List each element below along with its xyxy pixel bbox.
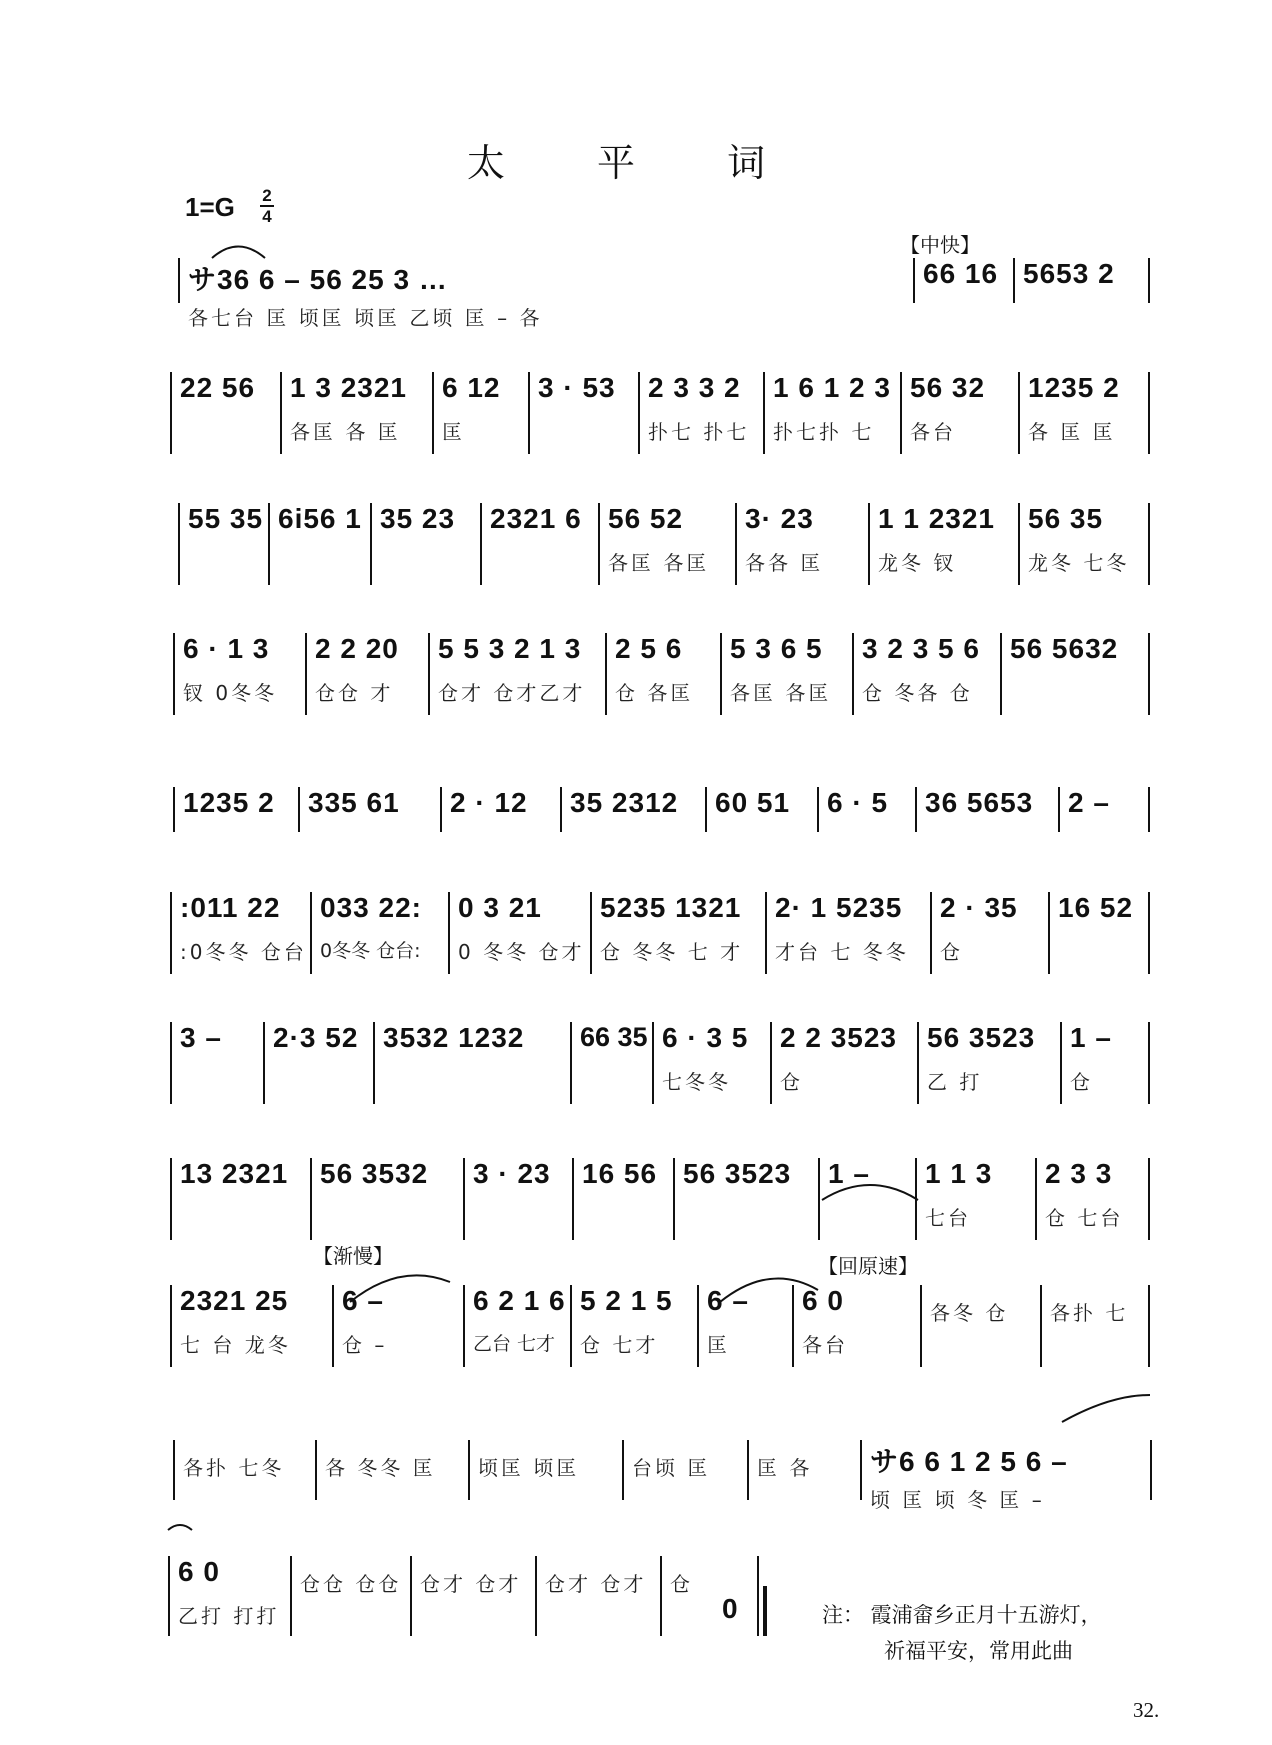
time-signature-bottom: 4 (262, 207, 272, 226)
notes: 1235 2 (1028, 372, 1120, 403)
percussion-text: 七冬冬 (662, 1070, 731, 1094)
notes: 6 · 5 (827, 787, 889, 818)
percussion-text: 仓 冬各 仓 (862, 681, 973, 705)
notes: 0 3 21 (458, 892, 542, 923)
notes: 2 2 3523 (780, 1022, 897, 1053)
notes: サ6 6 1 2 5 6 – (870, 1446, 1068, 1477)
notes: 2 · 12 (450, 787, 528, 818)
notes: 22 56 (180, 372, 256, 403)
percussion-text: 各台 (910, 420, 956, 444)
percussion-text: 仓 各匡 (615, 681, 694, 705)
percussion-text: 乙台 七才 (473, 1333, 556, 1355)
notes: 1 – (828, 1158, 870, 1189)
percussion-text: 顷 匡 顷 冬 匡 – (870, 1488, 1045, 1512)
footnote-line-1: 注： 霞浦畲乡正月十五游灯， (822, 1603, 1102, 1627)
percussion-text: 乙打 打打 (178, 1604, 280, 1628)
footnote-line-2: 祈福平安，常用此曲 (884, 1639, 1073, 1663)
notes: 55 35 (188, 503, 264, 534)
notes: 2 · 35 (940, 892, 1018, 923)
notes: 3 – (180, 1022, 222, 1053)
notes: 16 56 (582, 1158, 658, 1189)
page-number: 32. (1133, 1698, 1160, 1722)
notes: 033 22: (320, 892, 422, 923)
notes: 335 61 (308, 787, 400, 818)
slur-4 (720, 1278, 818, 1302)
notes: 56 3523 (683, 1158, 792, 1189)
notes: 6 0 (802, 1285, 844, 1316)
percussion-text: 龙冬 钗 (878, 551, 957, 575)
percussion-text: 仓仓 才 (315, 681, 394, 705)
percussion-text: 仓 (1070, 1070, 1093, 1094)
percussion-text: 台顷 匡 (632, 1456, 711, 1480)
percussion-text: 匡 (442, 420, 465, 444)
percussion-text: 各 冬冬 匡 (325, 1456, 436, 1480)
slur-1 (212, 247, 265, 259)
notes: 2· 1 5235 (775, 892, 903, 923)
notes: 6 – (707, 1285, 749, 1316)
percussion-text: 各各 匡 (745, 551, 824, 575)
notes: 6 12 (442, 372, 501, 403)
notes: 6i56 1 (278, 503, 362, 534)
percussion-text: 匡 (707, 1333, 730, 1357)
tempo-mark-jianman: 【渐慢】 (313, 1244, 393, 1268)
percussion-text: 各 匡 匡 (1028, 420, 1116, 444)
notes: 13 2321 (180, 1158, 289, 1189)
notes: 5653 2 (1023, 258, 1115, 289)
percussion-text: 匡 各 (757, 1456, 813, 1480)
notes: 66 35 (580, 1022, 648, 1052)
notes: 1 6 1 2 3 (773, 372, 891, 403)
notes: 5 3 6 5 (730, 633, 823, 664)
notes: 2 5 6 (615, 633, 683, 664)
percussion-text: :0冬冬 仓台 (180, 940, 307, 964)
percussion-text: 仓才 仓才乙才 (438, 681, 586, 705)
notes: :011 22 (180, 892, 281, 923)
notes: 2321 6 (490, 503, 582, 534)
percussion-text: 仓才 仓才 (545, 1572, 647, 1596)
notes: 56 3523 (927, 1022, 1036, 1053)
slur-6 (168, 1525, 192, 1530)
slur-2 (822, 1185, 918, 1200)
percussion-text: 各冬 仓 (930, 1301, 1009, 1325)
notes: 66 16 (923, 258, 999, 289)
slur-5 (1062, 1395, 1150, 1422)
page-title: 太 平 词 (466, 141, 806, 185)
notes: サ36 6 – 56 25 3 … (188, 264, 448, 295)
notes: 36 5653 (925, 787, 1034, 818)
notes: 56 3532 (320, 1158, 429, 1189)
percussion-text: 仓 (670, 1572, 693, 1596)
notes: 6 2 1 6 (473, 1285, 566, 1316)
percussion-text: 各匡 各 匡 (290, 420, 401, 444)
notes: 1 1 2321 (878, 503, 995, 534)
notes: 35 23 (380, 503, 456, 534)
final-rest: 0 (722, 1593, 738, 1624)
percussion-text: 仓仓 仓仓 (300, 1572, 402, 1596)
notes: 1 – (1070, 1022, 1112, 1053)
percussion-text: 仓 (940, 940, 963, 964)
notes: 3 · 53 (538, 372, 616, 403)
notes: 5235 1321 (600, 892, 742, 923)
notes: 6 · 1 3 (183, 633, 270, 664)
notes: 56 52 (608, 503, 684, 534)
notes: 3· 23 (745, 503, 814, 534)
percussion-text: 0 冬冬 仓才 (458, 940, 585, 964)
notes: 3532 1232 (383, 1022, 525, 1053)
notes: 56 32 (910, 372, 986, 403)
percussion-text: 扑七扑 七 (773, 420, 875, 444)
notes: 2 3 3 2 (648, 372, 741, 403)
tempo-mark-huiyuansu: 【回原速】 (818, 1254, 918, 1278)
percussion-text: 七台 (925, 1206, 971, 1230)
notes: 60 51 (715, 787, 791, 818)
percussion-text: 龙冬 七冬 (1028, 551, 1130, 575)
notes: 5 2 1 5 (580, 1285, 673, 1316)
notes: 56 35 (1028, 503, 1104, 534)
percussion-text: 七 台 龙冬 (180, 1333, 291, 1357)
percussion-text: 扑七 扑七 (648, 420, 750, 444)
percussion-text: 仓 七台 (1045, 1206, 1124, 1230)
notes: 6 – (342, 1285, 384, 1316)
notes: 2 2 20 (315, 633, 399, 664)
notes: 3 2 3 5 6 (862, 633, 980, 664)
notes: 2 – (1068, 787, 1110, 818)
key-signature: 1=G (185, 192, 235, 222)
notes: 1 3 2321 (290, 372, 407, 403)
percussion-text: 0冬冬 仓台: (320, 940, 421, 962)
slur-3 (350, 1275, 450, 1302)
percussion-text: 各扑 七冬 (183, 1456, 285, 1480)
notes: 16 52 (1058, 892, 1134, 923)
percussion-text: 仓 (780, 1070, 803, 1094)
notes: 2321 25 (180, 1285, 289, 1316)
notes: 1235 2 (183, 787, 275, 818)
notes: 1 1 3 (925, 1158, 993, 1189)
notes: 6 · 3 5 (662, 1022, 749, 1053)
percussion-text: 各匡 各匡 (608, 551, 710, 575)
percussion-text: 顷匡 顷匡 (478, 1456, 580, 1480)
notes: 35 2312 (570, 787, 679, 818)
percussion-text: 仓 冬冬 七 才 (600, 940, 744, 964)
notes: 2 3 3 (1045, 1158, 1113, 1189)
notes: 2·3 52 (273, 1022, 359, 1053)
percussion-text: 乙 打 (927, 1070, 983, 1094)
percussion-text: 仓 – (342, 1333, 388, 1357)
percussion-text: 仓才 仓才 (420, 1572, 522, 1596)
notes: 6 0 (178, 1556, 220, 1587)
percussion-text: 才台 七 冬冬 (775, 940, 909, 964)
percussion-text: 各扑 七 (1050, 1301, 1129, 1325)
notes: 56 5632 (1010, 633, 1119, 664)
percussion-text: 钗 0冬冬 (183, 681, 278, 705)
percussion-text: 各匡 各匡 (730, 681, 832, 705)
notes: 3 · 23 (473, 1158, 551, 1189)
percussion-text: 仓 七才 (580, 1333, 659, 1357)
time-signature-top: 2 (262, 186, 272, 205)
notes: 5 5 3 2 1 3 (438, 633, 582, 664)
percussion-text: 各台 (802, 1333, 848, 1357)
percussion-text: 各七台 匡 顷匡 顷匡 乙顷 匡 – 各 (188, 306, 543, 330)
tempo-mark-zhongkuai: 【中快】 (900, 233, 980, 257)
